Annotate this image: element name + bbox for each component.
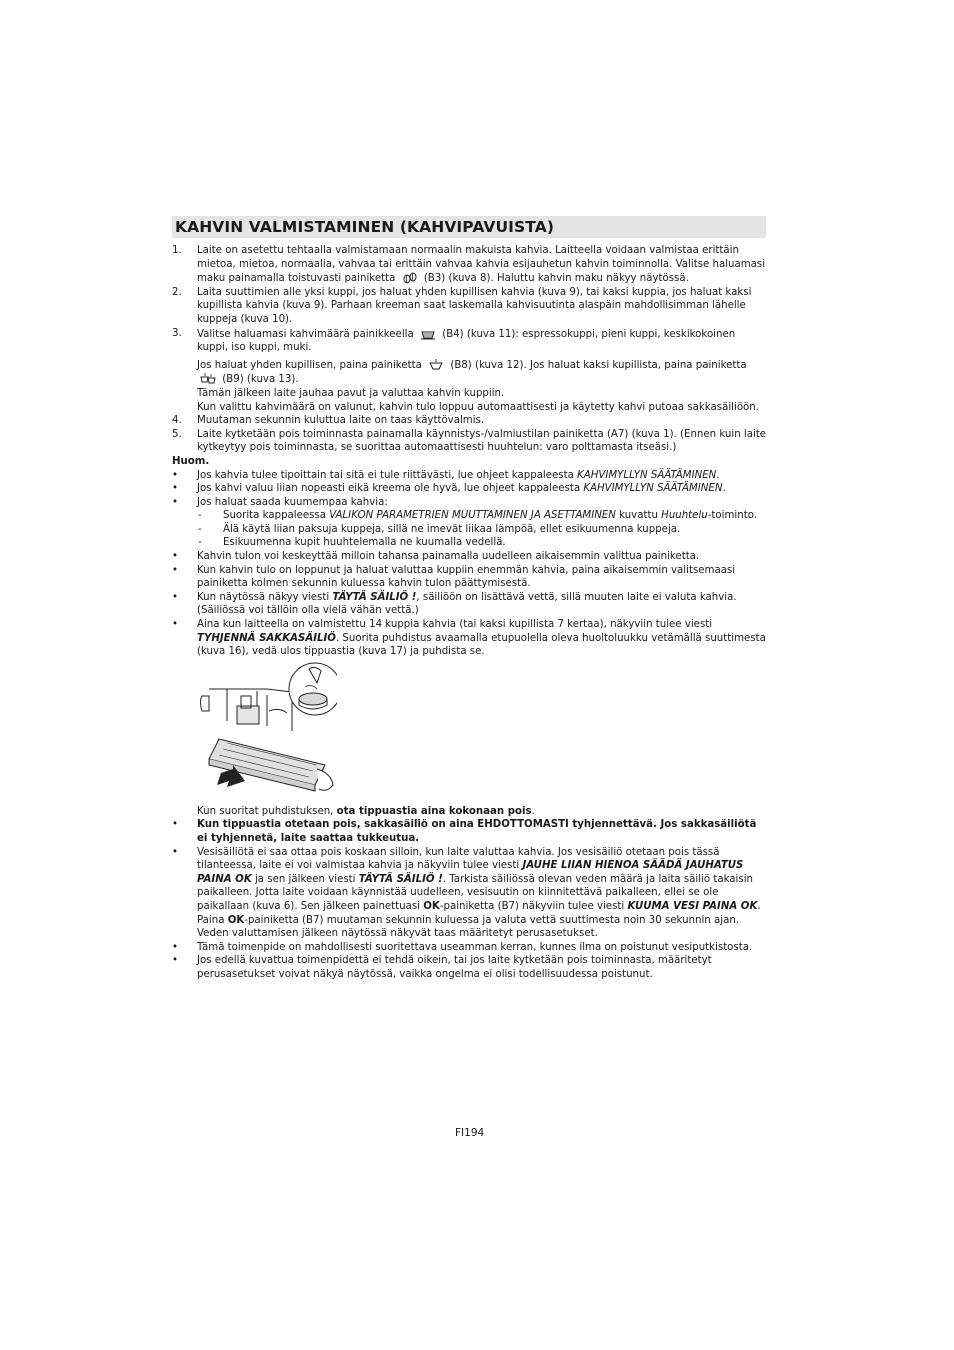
step-text: Valitse haluamasi kahvimäärä painikkeella xyxy=(197,328,414,340)
note-bullet: • Aina kun laitteella on valmistettu 14 kuppia kahvia (tai kaksi kupillista 7 kertaa), näkyviin tulee viesti TYHJENNÄ SAKKASÄILIÖ. Suorita puhdistus avaamalla etupuolella oleva huoltoluukku vetämällä suuttimesta (kuva 16), vedä ulos tippuastia (kuva 17) ja puhdista se. xyxy=(172,619,766,658)
note-bullet: • Tämä toimenpide on mahdollisesti suoritettava useamman kerran, kunnes ilma on poistunut vesiputkistosta. xyxy=(172,941,753,953)
step-number: 5. xyxy=(172,428,182,440)
step-text-cont: (B4) (kuva 11): espressokuppi, pieni kuppi, keskikokoinen kuppi, iso kuppi, muki. xyxy=(197,328,736,354)
note-sub-item: - Esikuumenna kupit huuhtelemalla ne kuumalla vedellä. xyxy=(198,537,506,549)
note-bullet: • Kahvin tulon voi keskeyttää milloin tahansa painamalla uudelleen aikaisemmin valittua painiketta. xyxy=(172,551,700,563)
note-sub-item: - Suorita kappaleessa VALIKON PARAMETRIEN MUUTTAMINEN JA ASETTAMINEN kuvattu Huuhtelu-toiminto. xyxy=(198,510,757,522)
note-bullet: • Jos edellä kuvattua toimenpidettä ei tehdä oikein, tai jos laite kytketään pois toiminnasta, määritetyt perusasetukset voivat näkyä näytössä, vaikka ongelma ei olisi todellisuudessa poistunut. xyxy=(172,955,712,980)
step-1 xyxy=(172,244,768,286)
step-number: 4. xyxy=(172,415,182,427)
aroma-beans-icon xyxy=(402,271,418,285)
step-text-cont: (B3) (kuva 8). Haluttu kahvin maku näkyy näytössä. xyxy=(423,273,689,285)
step-text: Laita suuttimien alle yksi kuppi, jos haluat yhden kupillisen kahvia (kuva 9), tai kaksi kuppia, jos haluat kaksi kupillista kahvia (kuva 9). Parhaan kreeman saat laskemalla kahvisuutinta alaspäin mahdollisimman lähelle kuppeja (kuva 10). xyxy=(197,286,752,325)
cleaning-note: Kun suoritat puhdistuksen, ota tippuastia aina kokonaan pois. xyxy=(197,805,535,817)
note-bullet: • Jos kahvia tulee tipoittain tai sitä ei tule riittävästi, lue ohjeet kappaleesta KAHVIMYLLYN SÄÄTÄMINEN. xyxy=(172,469,720,481)
note-bullet-warning: • Kun tippuastia otetaan pois, sakkasäiliö on aina EHDOTTOMASTI tyhjennettävä. Jos sakkasäiliötä ei tyhjennetä, laite saattaa tukkeutua. xyxy=(172,819,757,844)
step-3-detail: Jos haluat yhden kupillisen, paina painiketta (B8) (kuva 12). Jos haluat kaksi kupillista, paina painiketta (B9) (kuva 13). xyxy=(197,359,747,386)
cup-size-icon xyxy=(420,327,436,341)
note-sub-item: - Älä käytä liian paksuja kuppeja, sillä ne imevät liikaa lämpöä, ellet esikuumenna kuppeja. xyxy=(198,523,681,535)
double-cup-icon xyxy=(200,372,216,386)
step-3-note-2: Kun valittu kahvimäärä on valunut, kahvin tulo loppuu automaattisesti ja käytetty kahvi putoaa sakkasäiliöön. xyxy=(197,401,759,413)
note-heading: Huom. xyxy=(172,455,210,467)
note-bullet: • Vesisäiliötä ei saa ottaa pois koskaan silloin, kun laite valuttaa kahvia. Jos vesisäiliö otetaan pois tässä tilanteessa, laite ei voi valmistaa kahvia ja näkyviin tulee viesti JAUHE LIIAN HIENOA SÄÄDÄ JAUHATUS PAINA OK ja sen jälkeen viesti TÄYTÄ SÄILIÖ !. Tarkista säiliössä olevan veden määrä ja laita säiliö takaisin paikalleen. Jotta laite voidaan käynnistää uudelleen, vesisuutin on kiinnitettävä paikalleen, ellei se ole paikallaan (kuva 6). Sen jälkeen painettuasi OK-painiketta (B7) näkyviin tulee viesti KUUMA VESI PAINA OK. Paina OK-painiketta (B7) muutaman sekunnin kuluessa ja valuta vettä suuttimesta noin 30 sekunnin ajan. Veden valuttamisen jälkeen näytössä näkyvät taas määritetyt perusasetukset. xyxy=(172,846,761,940)
step-5 xyxy=(172,428,768,455)
note-bullet: • Kun näytössä näkyy viesti TÄYTÄ SÄILIÖ !, säiliöön on lisättävä vettä, sillä muuten laite ei valuta kahvia. (Säiliössä voi tällöin olla vielä vähän vettä.) xyxy=(172,591,737,617)
single-cup-icon xyxy=(428,358,444,372)
page-number: FI194 xyxy=(455,1127,485,1139)
drip-tray-illustration xyxy=(197,661,337,805)
note-bullet: • Kun kahvin tulo on loppunut ja haluat valuttaa kuppiin enemmän kahvia, paina aikaisemmin valitsemaasi painiketta kolmen sekunnin kuluessa kahvin tulon päättymisestä. xyxy=(172,564,736,590)
section-content xyxy=(172,244,768,982)
step-text: Laite on asetettu tehtaalla valmistamaan normaalin makuista kahvia. Laitteella voidaan valmistaa erittäin mietoa, mietoa, normaalia, vahvaa tai erittäin vahvaa kahvia esijauhetun kahvin toiminnolla. Valitse haluamasi maku painamalla toistuvasti painiketta xyxy=(197,245,766,285)
step-3-note-1: Tämän jälkeen laite jauhaa pavut ja valuttaa kahvin kuppiin. xyxy=(197,387,505,399)
section-title: KAHVIN VALMISTAMINEN (KAHVIPAVUISTA) xyxy=(172,216,766,238)
step-4 xyxy=(172,414,768,428)
step-text: Muutaman sekunnin kuluttua laite on taas käyttövalmis. xyxy=(197,415,485,427)
step-number: 2. xyxy=(172,286,182,298)
step-2 xyxy=(172,286,768,327)
note-bullet: • Jos haluat saada kuumempaa kahvia: xyxy=(172,496,388,508)
note-bullet: • Jos kahvi valuu liian nopeasti eikä kreema ole hyvä, lue ohjeet kappaleesta KAHVIMYLLYN SÄÄTÄMINEN. xyxy=(172,483,726,495)
step-text: Laite kytketään pois toiminnasta painamalla käynnistys-/valmiustilan painiketta (A7) (kuva 1). (Ennen kuin laite kytkeytyy pois toiminnasta, se suorittaa automaattisesti huuhtelun: varo polttamasta itseäsi.) xyxy=(197,428,767,454)
step-number: 3. xyxy=(172,327,182,339)
step-number: 1. xyxy=(172,245,182,256)
step-3 xyxy=(172,327,768,355)
